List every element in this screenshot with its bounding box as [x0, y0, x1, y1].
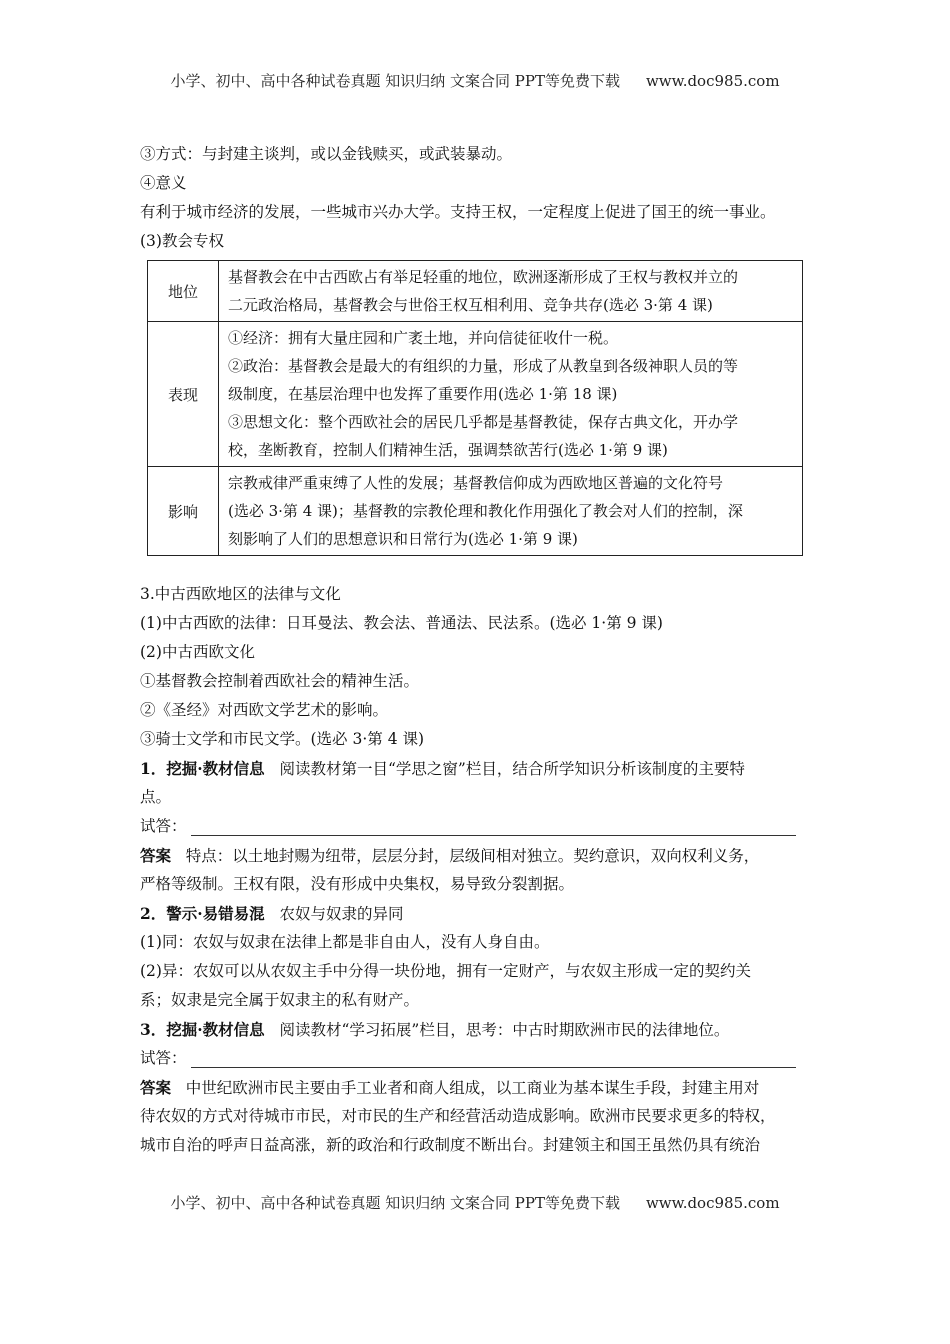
table-row [148, 261, 803, 322]
header-url[interactable]: www.doc985.com [645, 72, 780, 90]
question-1 [140, 754, 820, 783]
table-text: 宗教戒律严重束缚了人性的发展；基督教信仰成为西欧地区普遍的文化符号 [228, 474, 724, 492]
method-line: ③方式：与封建主谈判，或以金钱赎买，或武装暴动。 [140, 145, 513, 163]
answer-3 [140, 1073, 820, 1102]
church-power-table [147, 260, 803, 556]
question-3-label: 3．挖掘·教材信息 [140, 1020, 265, 1039]
similarity-line: (1)同：农奴与奴隶在法律上都是非自由人，没有人身自由。 [140, 933, 550, 951]
question-2-text: 农奴与奴隶的异同 [279, 905, 404, 923]
answer-input-line[interactable] [191, 1051, 796, 1068]
culture-item-1: ①基督教会控制着西欧社会的精神生活。 [140, 672, 420, 690]
answer-1 [140, 841, 820, 870]
significance-heading: ④意义 [140, 174, 187, 192]
difference-line: (2)异：农奴可以从农奴主手中分得一块份地，拥有一定财产，与农奴主形成一定的契约关 [140, 962, 751, 980]
footer-text: 小学、初中、高中各种试卷真题 知识归纳 文案合同 PPT等免费下载 [170, 1194, 620, 1212]
culture-heading: (2)中古西欧文化 [140, 643, 255, 661]
table-text: 校，垄断教育，控制人们精神生活，强调禁欲苦行(选必 1·第 9 课) [228, 441, 668, 459]
law-line: (1)中古西欧的法律：日耳曼法、教会法、普通法、民法系。(选必 1·第 9 课) [140, 614, 663, 632]
culture-item-2: ②《圣经》对西欧文学艺术的影响。 [140, 701, 389, 719]
question-1-label: 1．挖掘·教材信息 [140, 759, 265, 778]
table-text: (选必 3·第 4 课)；基督教的宗教伦理和教化作用强化了教会对人们的控制，深 [228, 502, 743, 520]
try-label: 试答： [140, 1049, 187, 1067]
table-text: ③思想文化：整个西欧社会的居民几乎都是基督教徒，保存古典文化，开办学 [228, 413, 739, 431]
church-heading: (3)教会专权 [140, 232, 224, 250]
row-label: 地位 [148, 261, 219, 322]
row-label: 表现 [148, 322, 219, 467]
table-text: 级制度，在基层治理中也发挥了重要作用(选必 1·第 18 课) [228, 385, 618, 403]
table-row [148, 322, 803, 467]
page-footer [0, 1192, 950, 1213]
question-3-text: 阅读教材“学习拓展”栏目，思考：中古时期欧洲市民的法律地位。 [279, 1021, 730, 1039]
question-1-text: 阅读教材第一目“学思之窗”栏目，结合所学知识分析该制度的主要特 [279, 760, 745, 778]
question-2-label: 2．警示·易错易混 [140, 904, 265, 923]
answer-1-text: 特点：以土地封赐为纽带，层层分封，层级间相对独立。契约意识，双向权利义务， [185, 847, 760, 865]
answer-3-cont: 待农奴的方式对待城市市民，对市民的生产和经营活动造成影响。欧洲市民要求更多的特权， [140, 1107, 776, 1125]
row-content [219, 322, 803, 467]
question-3 [140, 1015, 820, 1044]
section-3-title: 3.中古西欧地区的法律与文化 [140, 585, 341, 603]
table-text: ①经济：拥有大量庄园和广袤土地，并向信徒征收什一税。 [228, 329, 619, 347]
table-text: ②政治：基督教会是最大的有组织的力量，形成了从教皇到各级神职人员的等 [228, 357, 739, 375]
answer-label: 答案 [140, 846, 172, 865]
difference-line-cont: 系；奴隶是完全属于奴隶主的私有财产。 [140, 991, 420, 1009]
answer-3-cont: 城市自治的呼声日益高涨，新的政治和行政制度不断出台。封建领主和国王虽然仍具有统治 [140, 1136, 761, 1154]
question-1-text-cont: 点。 [140, 788, 172, 806]
row-label: 影响 [148, 467, 219, 556]
answer-attempt-1 [140, 812, 820, 841]
document-body [140, 140, 820, 1160]
table-text: 刻影响了人们的思想意识和日常行为(选必 1·第 9 课) [228, 530, 578, 548]
table-text: 二元政治格局，基督教会与世俗王权互相利用、竞争共存(选必 3·第 4 课) [228, 296, 713, 314]
footer-url[interactable]: www.doc985.com [645, 1194, 780, 1212]
try-label: 试答： [140, 817, 187, 835]
answer-1-cont: 严格等级制。王权有限，没有形成中央集权，易导致分裂割据。 [140, 875, 575, 893]
significance-text: 有利于城市经济的发展，一些城市兴办大学。支持王权，一定程度上促进了国王的统一事业。 [140, 203, 776, 221]
answer-3-text: 中世纪欧洲市民主要由手工业者和商人组成，以工商业为基本谋生手段，封建主用对 [185, 1079, 760, 1097]
answer-label: 答案 [140, 1078, 172, 1097]
question-2 [140, 899, 820, 928]
row-content [219, 467, 803, 556]
culture-item-3: ③骑士文学和市民文学。(选必 3·第 4 课) [140, 730, 425, 748]
page-header [0, 70, 950, 91]
table-text: 基督教会在中古西欧占有举足轻重的地位，欧洲逐渐形成了王权与教权并立的 [228, 268, 739, 286]
row-content [219, 261, 803, 322]
answer-input-line[interactable] [191, 819, 796, 836]
header-text: 小学、初中、高中各种试卷真题 知识归纳 文案合同 PPT等免费下载 [170, 72, 620, 90]
table-row [148, 467, 803, 556]
answer-attempt-3 [140, 1044, 820, 1073]
